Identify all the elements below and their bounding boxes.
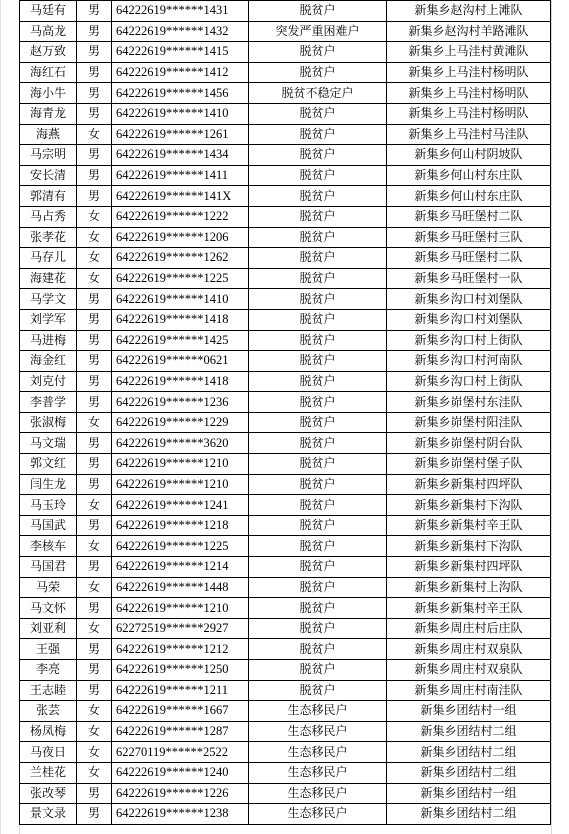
household-type-cell[interactable]: 脱贫户 xyxy=(249,186,387,207)
address-cell[interactable]: 新集乡新集村上沟队 xyxy=(387,577,551,598)
name-cell[interactable]: 马宗明 xyxy=(20,145,77,166)
id-number-cell[interactable]: 64222619******1240 xyxy=(112,762,249,783)
id-number-cell[interactable]: 64222619******1225 xyxy=(112,268,249,289)
name-cell[interactable]: 郭清有 xyxy=(20,186,77,207)
id-number-cell[interactable]: 64222619******1218 xyxy=(112,515,249,536)
id-number-cell[interactable]: 64222619******1418 xyxy=(112,309,249,330)
household-type-cell[interactable]: 脱贫户 xyxy=(249,248,387,269)
name-cell[interactable]: 马进梅 xyxy=(20,330,77,351)
sex-cell[interactable]: 男 xyxy=(77,598,112,619)
address-cell[interactable]: 新集乡上马洼村杨明队 xyxy=(387,83,551,104)
name-cell[interactable]: 兰桂花 xyxy=(20,762,77,783)
name-cell[interactable]: 海建花 xyxy=(20,268,77,289)
household-type-cell[interactable]: 脱贫户 xyxy=(249,103,387,124)
household-type-cell[interactable]: 脱贫户 xyxy=(249,680,387,701)
id-number-cell[interactable]: 64222619******1262 xyxy=(112,248,249,269)
sex-cell[interactable]: 男 xyxy=(77,103,112,124)
id-number-cell[interactable]: 64222619******1210 xyxy=(112,454,249,475)
name-cell[interactable]: 马存儿 xyxy=(20,248,77,269)
address-cell[interactable]: 新集乡马旺堡村一队 xyxy=(387,268,551,289)
id-number-cell[interactable]: 64222619******1415 xyxy=(112,42,249,63)
name-cell[interactable]: 李普学 xyxy=(20,392,77,413)
household-type-cell[interactable]: 脱贫户 xyxy=(249,454,387,475)
household-type-cell[interactable]: 生态移民户 xyxy=(249,742,387,763)
table-row xyxy=(20,762,551,783)
address-cell[interactable]: 新集乡新集村下沟队 xyxy=(387,536,551,557)
table-row xyxy=(20,165,551,186)
household-type-cell[interactable]: 脱贫户 xyxy=(249,124,387,145)
name-cell[interactable]: 马国君 xyxy=(20,557,77,578)
household-type-cell[interactable]: 脱贫户 xyxy=(249,618,387,639)
id-number-cell[interactable]: 64222619******1241 xyxy=(112,495,249,516)
name-cell[interactable]: 郭文红 xyxy=(20,454,77,475)
sex-cell[interactable]: 男 xyxy=(77,42,112,63)
id-number-cell[interactable]: 64222619******1206 xyxy=(112,227,249,248)
household-type-cell[interactable]: 突发严重困难户 xyxy=(249,21,387,42)
address-cell[interactable]: 新集乡赵沟村羊路滩队 xyxy=(387,21,551,42)
household-type-cell[interactable]: 脱贫户 xyxy=(249,165,387,186)
table-row xyxy=(20,701,551,722)
sex-cell[interactable]: 女 xyxy=(77,701,112,722)
table-row xyxy=(20,680,551,701)
sex-cell[interactable]: 男 xyxy=(77,474,112,495)
sex-cell[interactable]: 男 xyxy=(77,330,112,351)
id-number-cell[interactable]: 64222619******1250 xyxy=(112,660,249,681)
name-cell[interactable]: 马廷有 xyxy=(20,1,77,22)
id-number-cell[interactable]: 64222619******0621 xyxy=(112,351,249,372)
household-type-cell[interactable]: 脱贫户 xyxy=(249,206,387,227)
table-row xyxy=(20,351,551,372)
sex-cell[interactable]: 男 xyxy=(77,639,112,660)
address-cell[interactable]: 新集乡团结村二组 xyxy=(387,804,551,825)
table-row xyxy=(20,62,551,83)
address-cell[interactable]: 新集乡马旺堡村二队 xyxy=(387,206,551,227)
household-type-cell[interactable]: 脱贫户 xyxy=(249,598,387,619)
sex-cell[interactable]: 男 xyxy=(77,309,112,330)
name-cell[interactable]: 海燕 xyxy=(20,124,77,145)
address-cell[interactable]: 新集乡沟口村刘堡队 xyxy=(387,309,551,330)
name-cell[interactable]: 海小牛 xyxy=(20,83,77,104)
table-row xyxy=(20,454,551,475)
name-cell[interactable]: 景文录 xyxy=(20,804,77,825)
household-type-cell[interactable]: 脱贫户 xyxy=(249,289,387,310)
household-type-cell[interactable]: 生态移民户 xyxy=(249,721,387,742)
sex-cell[interactable]: 男 xyxy=(77,165,112,186)
table-row xyxy=(20,474,551,495)
household-type-cell[interactable]: 脱贫户 xyxy=(249,557,387,578)
id-number-cell[interactable]: 64222619******141X xyxy=(112,186,249,207)
household-type-cell[interactable]: 脱贫户 xyxy=(249,1,387,22)
household-type-cell[interactable]: 脱贫户 xyxy=(249,495,387,516)
id-number-cell[interactable]: 64222619******1226 xyxy=(112,783,249,804)
right-gutter xyxy=(551,0,569,834)
address-cell[interactable]: 新集乡峁堡村东洼队 xyxy=(387,392,551,413)
table-row xyxy=(20,618,551,639)
id-number-cell[interactable]: 64222619******1214 xyxy=(112,557,249,578)
table-row xyxy=(20,721,551,742)
address-cell[interactable]: 新集乡新集村四坪队 xyxy=(387,474,551,495)
address-cell[interactable]: 新集乡上马洼村马洼队 xyxy=(387,124,551,145)
table-row xyxy=(20,371,551,392)
address-cell[interactable]: 新集乡马旺堡村二队 xyxy=(387,248,551,269)
id-number-cell[interactable]: 64222619******1210 xyxy=(112,474,249,495)
sex-cell[interactable]: 男 xyxy=(77,783,112,804)
address-cell[interactable]: 新集乡马旺堡村三队 xyxy=(387,227,551,248)
id-number-cell[interactable]: 64222619******1425 xyxy=(112,330,249,351)
table-row xyxy=(20,412,551,433)
name-cell[interactable]: 刘学军 xyxy=(20,309,77,330)
table-row xyxy=(20,186,551,207)
table-row xyxy=(20,433,551,454)
sex-cell[interactable]: 男 xyxy=(77,454,112,475)
sex-cell[interactable]: 男 xyxy=(77,557,112,578)
table-row xyxy=(20,783,551,804)
sex-cell[interactable]: 男 xyxy=(77,186,112,207)
name-cell[interactable]: 马文瑞 xyxy=(20,433,77,454)
table-row xyxy=(20,639,551,660)
household-type-cell[interactable]: 脱贫户 xyxy=(249,433,387,454)
household-type-cell[interactable]: 脱贫户 xyxy=(249,309,387,330)
household-type-cell[interactable]: 生态移民户 xyxy=(249,804,387,825)
address-cell[interactable]: 新集乡何山村东庄队 xyxy=(387,165,551,186)
sex-cell[interactable]: 男 xyxy=(77,145,112,166)
id-number-cell[interactable]: 64222619******1225 xyxy=(112,536,249,557)
id-number-cell[interactable]: 64222619******1434 xyxy=(112,145,249,166)
table-row xyxy=(20,495,551,516)
name-cell[interactable]: 赵万致 xyxy=(20,42,77,63)
sex-cell[interactable]: 女 xyxy=(77,742,112,763)
address-cell[interactable]: 新集乡沟口村河南队 xyxy=(387,351,551,372)
address-cell[interactable]: 新集乡新集村辛王队 xyxy=(387,515,551,536)
sex-cell[interactable]: 男 xyxy=(77,1,112,22)
id-number-cell[interactable]: 64222619******1667 xyxy=(112,701,249,722)
address-cell[interactable]: 新集乡团结村二组 xyxy=(387,742,551,763)
name-cell[interactable]: 马高龙 xyxy=(20,21,77,42)
id-number-cell[interactable]: 64222619******1211 xyxy=(112,680,249,701)
address-cell[interactable]: 新集乡沟口村刘堡队 xyxy=(387,289,551,310)
address-cell[interactable]: 新集乡沟口村上街队 xyxy=(387,330,551,351)
household-type-cell[interactable]: 脱贫户 xyxy=(249,577,387,598)
table-row xyxy=(20,660,551,681)
id-number-cell[interactable]: 64222619******1229 xyxy=(112,412,249,433)
name-cell[interactable]: 张芸 xyxy=(20,701,77,722)
address-cell[interactable]: 新集乡团结村二组 xyxy=(387,721,551,742)
id-number-cell[interactable]: 62270119******2522 xyxy=(112,742,249,763)
address-cell[interactable]: 新集乡何山村东庄队 xyxy=(387,186,551,207)
household-type-cell[interactable]: 脱贫户 xyxy=(249,330,387,351)
sex-cell[interactable]: 男 xyxy=(77,62,112,83)
table-row xyxy=(20,577,551,598)
name-cell[interactable]: 安长清 xyxy=(20,165,77,186)
table-row xyxy=(20,289,551,310)
table-row xyxy=(20,598,551,619)
sex-cell[interactable]: 女 xyxy=(77,536,112,557)
sex-cell[interactable]: 女 xyxy=(77,124,112,145)
address-cell[interactable]: 新集乡新集村四坪队 xyxy=(387,557,551,578)
table-row xyxy=(20,392,551,413)
id-number-cell[interactable]: 64222619******1411 xyxy=(112,165,249,186)
sex-cell[interactable]: 男 xyxy=(77,660,112,681)
table-row xyxy=(20,83,551,104)
name-cell[interactable]: 海红石 xyxy=(20,62,77,83)
sex-cell[interactable]: 女 xyxy=(77,762,112,783)
household-type-cell[interactable]: 脱贫户 xyxy=(249,392,387,413)
address-cell[interactable]: 新集乡何山村阴坡队 xyxy=(387,145,551,166)
address-cell[interactable]: 新集乡新集村下沟队 xyxy=(387,495,551,516)
table-row xyxy=(20,206,551,227)
sex-cell[interactable]: 男 xyxy=(77,83,112,104)
row-header-gutter xyxy=(0,0,20,834)
sex-cell[interactable]: 男 xyxy=(77,515,112,536)
household-type-cell[interactable]: 脱贫户 xyxy=(249,227,387,248)
sex-cell[interactable]: 女 xyxy=(77,206,112,227)
table-row xyxy=(20,515,551,536)
household-type-cell[interactable]: 脱贫户 xyxy=(249,268,387,289)
table-row xyxy=(20,248,551,269)
sex-cell[interactable]: 女 xyxy=(77,248,112,269)
id-number-cell[interactable]: 64222619******1212 xyxy=(112,639,249,660)
roster-body xyxy=(20,1,551,825)
table-row xyxy=(20,21,551,42)
name-cell[interactable]: 张孝花 xyxy=(20,227,77,248)
household-type-cell[interactable]: 脱贫户 xyxy=(249,145,387,166)
id-number-cell[interactable]: 64222619******1432 xyxy=(112,21,249,42)
sex-cell[interactable]: 男 xyxy=(77,21,112,42)
id-number-cell[interactable]: 64222619******1412 xyxy=(112,62,249,83)
id-number-cell[interactable]: 64222619******1222 xyxy=(112,206,249,227)
sex-cell[interactable]: 男 xyxy=(77,371,112,392)
name-cell[interactable]: 闫生龙 xyxy=(20,474,77,495)
table-row xyxy=(20,742,551,763)
table-row xyxy=(20,268,551,289)
name-cell[interactable]: 刘克付 xyxy=(20,371,77,392)
sex-cell[interactable]: 男 xyxy=(77,351,112,372)
table-row xyxy=(20,557,551,578)
id-number-cell[interactable]: 64222619******1410 xyxy=(112,289,249,310)
sex-cell[interactable]: 男 xyxy=(77,289,112,310)
household-type-cell[interactable]: 脱贫户 xyxy=(249,351,387,372)
household-type-cell[interactable]: 生态移民户 xyxy=(249,762,387,783)
household-type-cell[interactable]: 脱贫户 xyxy=(249,639,387,660)
id-number-cell[interactable]: 64222619******1431 xyxy=(112,1,249,22)
address-cell[interactable]: 新集乡沟口村上街队 xyxy=(387,371,551,392)
household-roster-table xyxy=(19,0,551,825)
address-cell[interactable]: 新集乡周庄村双泉队 xyxy=(387,660,551,681)
table-row xyxy=(20,124,551,145)
name-cell[interactable]: 刘亚利 xyxy=(20,618,77,639)
household-type-cell[interactable]: 生态移民户 xyxy=(249,783,387,804)
name-cell[interactable]: 王强 xyxy=(20,639,77,660)
table-row xyxy=(20,145,551,166)
household-type-cell[interactable]: 生态移民户 xyxy=(249,701,387,722)
id-number-cell[interactable]: 64222619******1210 xyxy=(112,598,249,619)
name-cell[interactable]: 马占秀 xyxy=(20,206,77,227)
household-type-cell[interactable]: 脱贫户 xyxy=(249,515,387,536)
table-row xyxy=(20,103,551,124)
id-number-cell[interactable]: 64222619******3620 xyxy=(112,433,249,454)
address-cell[interactable]: 新集乡峁堡村阳洼队 xyxy=(387,412,551,433)
address-cell[interactable]: 新集乡团结村一组 xyxy=(387,783,551,804)
name-cell[interactable]: 张淑梅 xyxy=(20,412,77,433)
name-cell[interactable]: 李亮 xyxy=(20,660,77,681)
table-row xyxy=(20,227,551,248)
address-cell[interactable]: 新集乡峁堡村阴台队 xyxy=(387,433,551,454)
address-cell[interactable]: 新集乡上马洼村黄滩队 xyxy=(387,42,551,63)
id-number-cell[interactable]: 64222619******1456 xyxy=(112,83,249,104)
address-cell[interactable]: 新集乡团结村二组 xyxy=(387,762,551,783)
sex-cell[interactable]: 女 xyxy=(77,227,112,248)
name-cell[interactable]: 马文怀 xyxy=(20,598,77,619)
table-row xyxy=(20,309,551,330)
id-number-cell[interactable]: 64222619******1236 xyxy=(112,392,249,413)
name-cell[interactable]: 马学文 xyxy=(20,289,77,310)
sex-cell[interactable]: 男 xyxy=(77,680,112,701)
id-number-cell[interactable]: 64222619******1448 xyxy=(112,577,249,598)
household-type-cell[interactable]: 脱贫户 xyxy=(249,62,387,83)
name-cell[interactable]: 李核车 xyxy=(20,536,77,557)
table-row xyxy=(20,804,551,825)
name-cell[interactable]: 海青龙 xyxy=(20,103,77,124)
table-row xyxy=(20,536,551,557)
sex-cell[interactable]: 男 xyxy=(77,433,112,454)
name-cell[interactable]: 海金红 xyxy=(20,351,77,372)
id-number-cell[interactable]: 62272519******2927 xyxy=(112,618,249,639)
table-row xyxy=(20,42,551,63)
household-type-cell[interactable]: 脱贫不稳定户 xyxy=(249,83,387,104)
name-cell[interactable]: 杨凤梅 xyxy=(20,721,77,742)
name-cell[interactable]: 王志睦 xyxy=(20,680,77,701)
address-cell[interactable]: 新集乡峁堡村堡子队 xyxy=(387,454,551,475)
address-cell[interactable]: 新集乡周庄村后庄队 xyxy=(387,618,551,639)
sex-cell[interactable]: 女 xyxy=(77,495,112,516)
sex-cell[interactable]: 男 xyxy=(77,392,112,413)
name-cell[interactable]: 马玉玲 xyxy=(20,495,77,516)
table-row xyxy=(20,1,551,22)
household-type-cell[interactable]: 脱贫户 xyxy=(249,412,387,433)
id-number-cell[interactable]: 64222619******1261 xyxy=(112,124,249,145)
household-type-cell[interactable]: 脱贫户 xyxy=(249,42,387,63)
table-row xyxy=(20,330,551,351)
sex-cell[interactable]: 女 xyxy=(77,577,112,598)
address-cell[interactable]: 新集乡周庄村南洼队 xyxy=(387,680,551,701)
household-type-cell[interactable]: 脱贫户 xyxy=(249,371,387,392)
household-type-cell[interactable]: 脱贫户 xyxy=(249,536,387,557)
sex-cell[interactable]: 男 xyxy=(77,804,112,825)
address-cell[interactable]: 新集乡团结村一组 xyxy=(387,701,551,722)
name-cell[interactable]: 马荣 xyxy=(20,577,77,598)
sex-cell[interactable]: 女 xyxy=(77,721,112,742)
address-cell[interactable]: 新集乡上马洼村杨明队 xyxy=(387,103,551,124)
household-type-cell[interactable]: 脱贫户 xyxy=(249,660,387,681)
name-cell[interactable]: 马国武 xyxy=(20,515,77,536)
address-cell[interactable]: 新集乡赵沟村上滩队 xyxy=(387,1,551,22)
name-cell[interactable]: 张改琴 xyxy=(20,783,77,804)
id-number-cell[interactable]: 64222619******1410 xyxy=(112,103,249,124)
sex-cell[interactable]: 女 xyxy=(77,412,112,433)
address-cell[interactable]: 新集乡周庄村双泉队 xyxy=(387,639,551,660)
id-number-cell[interactable]: 64222619******1238 xyxy=(112,804,249,825)
household-type-cell[interactable]: 脱贫户 xyxy=(249,474,387,495)
address-cell[interactable]: 新集乡上马洼村杨明队 xyxy=(387,62,551,83)
id-number-cell[interactable]: 64222619******1287 xyxy=(112,721,249,742)
id-number-cell[interactable]: 64222619******1418 xyxy=(112,371,249,392)
name-cell[interactable]: 马夜日 xyxy=(20,742,77,763)
sex-cell[interactable]: 女 xyxy=(77,618,112,639)
address-cell[interactable]: 新集乡新集村辛王队 xyxy=(387,598,551,619)
sex-cell[interactable]: 女 xyxy=(77,268,112,289)
